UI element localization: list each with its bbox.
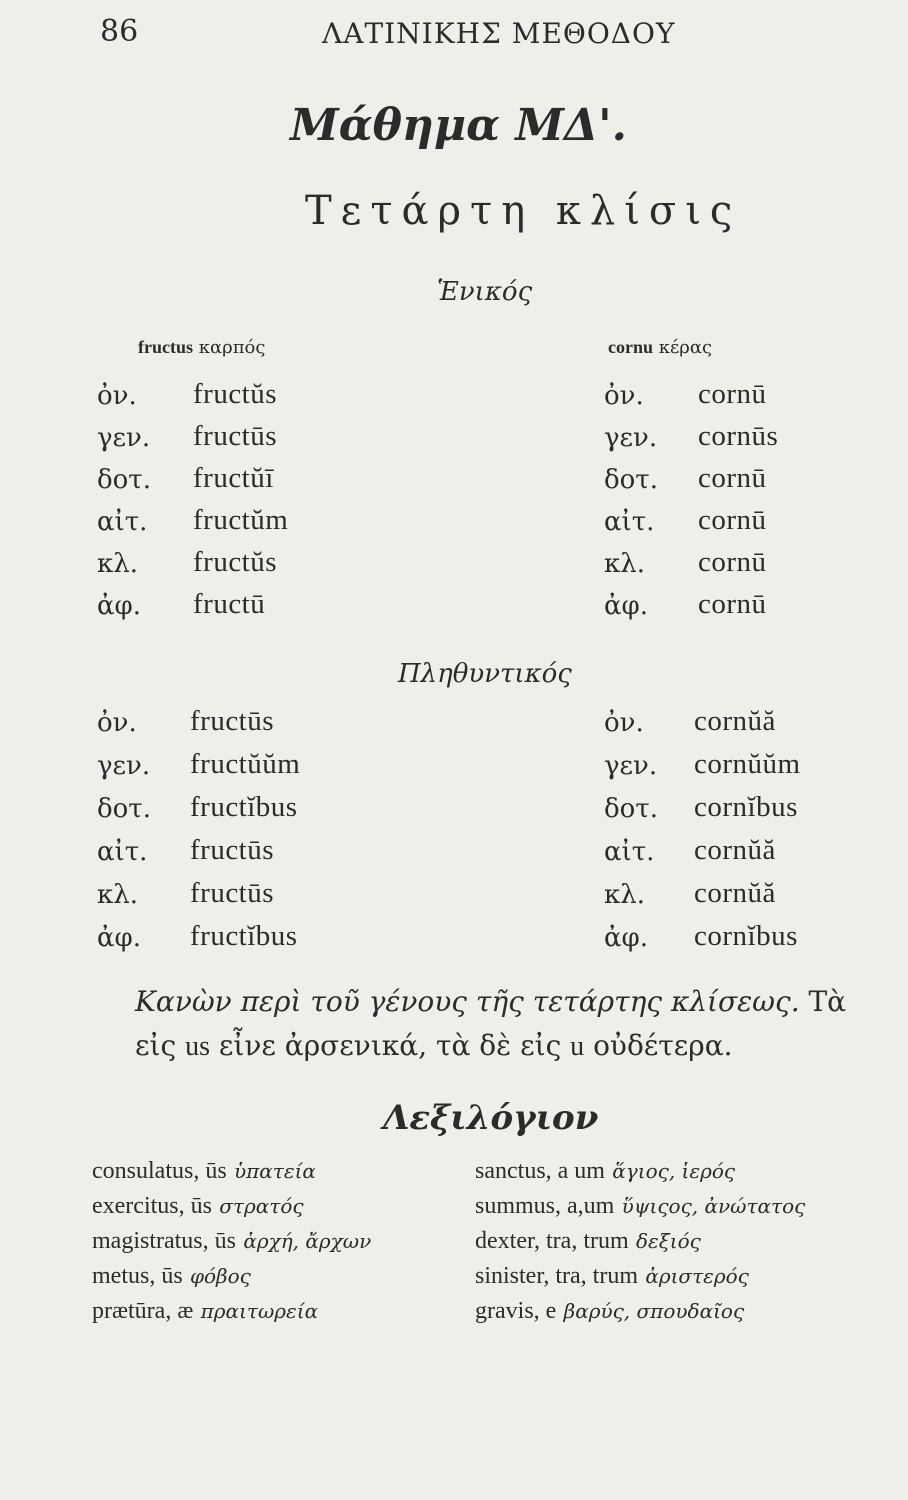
page-number: 86 — [100, 14, 139, 49]
declined-form: cornūs — [698, 420, 779, 452]
greek-meaning: ὕψιςος, ἀνώτατος — [621, 1194, 806, 1218]
declined-form: fructūs — [190, 705, 275, 737]
vocabulary-entry — [92, 1263, 251, 1290]
declined-form: cornū — [698, 546, 767, 578]
latin-word: consulatus, ūs — [92, 1158, 227, 1184]
right-header-greek: κέρας — [658, 337, 713, 358]
left-header-greek: καρπός — [198, 337, 266, 358]
case-label: ἀφ. — [604, 591, 649, 621]
greek-meaning: ἀρχή, ἄρχων — [243, 1229, 372, 1253]
greek-meaning: ἀριστερός — [645, 1264, 749, 1288]
rule-text: οὐδέτερα. — [593, 1029, 733, 1062]
section-title: Τετάρτη κλίσις — [305, 188, 742, 234]
greek-meaning: ὑπατεία — [233, 1159, 316, 1183]
vocabulary-entry — [475, 1228, 701, 1255]
case-label: γεν. — [604, 423, 658, 453]
latin-word: sanctus, a um — [475, 1158, 605, 1184]
vocabulary-entry — [92, 1158, 316, 1185]
greek-meaning: στρατός — [219, 1194, 304, 1218]
latin-word: sinister, tra, trum — [475, 1263, 639, 1289]
vocabulary-entry — [475, 1298, 744, 1325]
declined-form: fructūs — [193, 420, 278, 452]
latin-word: exercitus, ūs — [92, 1193, 212, 1219]
rule-ending: us — [185, 1031, 210, 1062]
declined-form: cornū — [698, 504, 767, 536]
case-label: κλ. — [604, 880, 645, 910]
case-label: κλ. — [97, 880, 138, 910]
case-label: αἰτ. — [97, 837, 148, 867]
case-label: δοτ. — [97, 794, 151, 824]
rule-ending: u — [570, 1031, 585, 1062]
greek-meaning: φόβος — [189, 1264, 251, 1288]
case-label: ἀφ. — [604, 923, 649, 953]
vocabulary-entry — [475, 1263, 749, 1290]
right-header-latin: cornu — [608, 337, 653, 357]
case-label: κλ. — [604, 549, 645, 579]
declined-form: cornĭbus — [694, 920, 798, 952]
declined-form: fructĭbus — [190, 920, 298, 952]
declined-form: fructŭī — [193, 462, 274, 494]
vocabulary-entry — [475, 1193, 805, 1220]
latin-word: prætūra, æ — [92, 1298, 194, 1324]
case-label: ἀφ. — [97, 923, 142, 953]
declined-form: cornŭă — [694, 877, 776, 909]
case-label: γεν. — [604, 751, 658, 781]
singular-heading: Ἑνικός — [437, 277, 533, 307]
lesson-title: Μάθημα ΜΔ'. — [290, 100, 627, 151]
latin-word: magistratus, ūs — [92, 1228, 236, 1254]
case-label: αἰτ. — [97, 507, 148, 537]
vocabulary-entry — [92, 1298, 318, 1325]
case-label: ὀν. — [604, 708, 644, 738]
case-label: ὀν. — [97, 381, 137, 411]
latin-word: dexter, tra, trum — [475, 1228, 629, 1254]
case-label: γεν. — [97, 423, 151, 453]
declined-form: fructĭbus — [190, 791, 298, 823]
latin-word: metus, ūs — [92, 1263, 183, 1289]
declined-form: fructŭs — [193, 378, 278, 410]
greek-meaning: ἅγιος, ἱερός — [612, 1159, 736, 1183]
case-label: δοτ. — [604, 794, 658, 824]
case-label: ἀφ. — [97, 591, 142, 621]
declined-form: cornŭă — [694, 834, 776, 866]
declined-form: fructŭs — [193, 546, 278, 578]
greek-meaning: πραιτωρεία — [200, 1299, 319, 1323]
case-label: γεν. — [97, 751, 151, 781]
declined-form: cornŭă — [694, 705, 776, 737]
vocabulary-entry — [475, 1158, 735, 1185]
vocabulary-heading: Λεξιλόγιον — [383, 1098, 599, 1138]
declined-form: fructūs — [190, 834, 275, 866]
left-column-header — [138, 337, 265, 358]
latin-word: gravis, e — [475, 1298, 557, 1324]
declined-form: cornū — [698, 462, 767, 494]
plural-heading: Πληθυντικός — [398, 659, 572, 689]
gender-rule — [135, 980, 875, 1069]
right-column-header — [608, 337, 712, 358]
declined-form: cornĭbus — [694, 791, 798, 823]
rule-heading: Κανὼν περὶ τοῦ γένους τῆς τετάρτης κλίσεως. — [135, 985, 800, 1018]
declined-form: fructū — [193, 588, 266, 620]
case-label: ὀν. — [604, 381, 644, 411]
case-label: κλ. — [97, 549, 138, 579]
greek-meaning: βαρύς, σπουδαῖος — [563, 1299, 745, 1323]
declined-form: cornū — [698, 378, 767, 410]
greek-meaning: δεξιός — [635, 1229, 701, 1253]
case-label: ὀν. — [97, 708, 137, 738]
case-label: δοτ. — [97, 465, 151, 495]
running-head: ΛΑΤΙΝΙΚΗΣ ΜΕΘΟΔΟΥ — [322, 17, 676, 50]
vocabulary-entry — [92, 1193, 304, 1220]
declined-form: cornū — [698, 588, 767, 620]
rule-text: Τὰ εἰς — [135, 985, 847, 1062]
latin-word: summus, a,um — [475, 1193, 615, 1219]
case-label: δοτ. — [604, 465, 658, 495]
declined-form: fructŭm — [193, 504, 289, 536]
case-label: αἰτ. — [604, 837, 655, 867]
left-header-latin: fructus — [138, 337, 193, 357]
vocabulary-entry — [92, 1228, 371, 1255]
declined-form: cornŭŭm — [694, 748, 801, 780]
declined-form: fructŭŭm — [190, 748, 301, 780]
rule-text: εἶνε ἀρσενικά, τὰ δὲ εἰς — [218, 1029, 562, 1062]
case-label: αἰτ. — [604, 507, 655, 537]
declined-form: fructūs — [190, 877, 275, 909]
